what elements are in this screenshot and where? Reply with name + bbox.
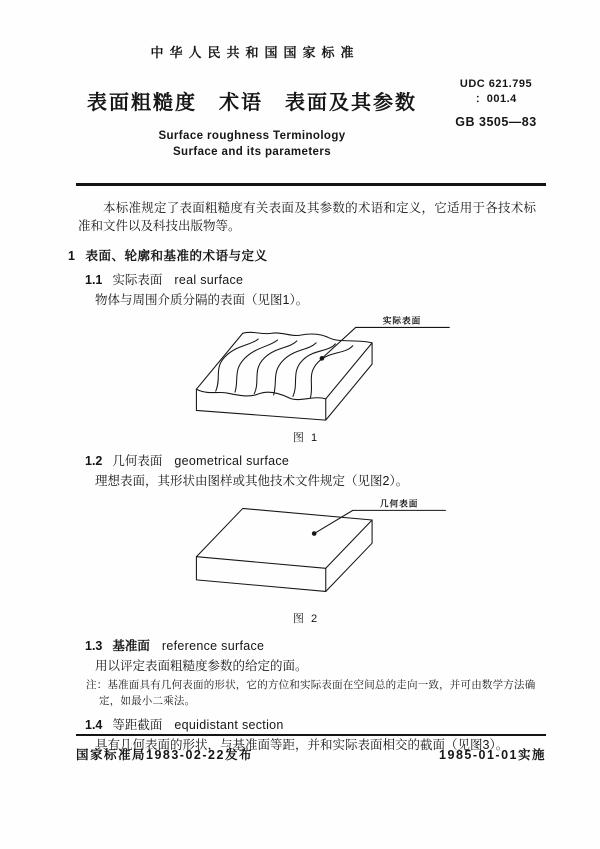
term-chinese: 几何表面 bbox=[112, 454, 163, 468]
term-1-1-heading bbox=[85, 270, 546, 288]
udc-standard-code-block bbox=[440, 78, 552, 129]
standard-code: GB 3505—83 bbox=[455, 115, 537, 129]
section-1-heading bbox=[68, 246, 546, 264]
figure-2-label: 几何表面 bbox=[379, 498, 419, 509]
term-1-2-heading bbox=[85, 451, 546, 469]
term-chinese: 基准面 bbox=[112, 639, 150, 653]
figure-1-drawing bbox=[179, 312, 459, 423]
block-top-face bbox=[196, 508, 372, 568]
figure-2-drawing bbox=[179, 493, 459, 604]
term-1-3-note: 注：基准面具有几何表面的形状，它的方位和实际表面在空间总的走向一致，并可由数学方法确定，如最小二乘法。 bbox=[86, 679, 536, 707]
block-back-wavy-edge bbox=[243, 332, 372, 343]
section-number: 1 bbox=[68, 249, 76, 263]
surface-ridge bbox=[310, 346, 352, 398]
footer-row bbox=[66, 745, 546, 763]
block-front-face bbox=[196, 389, 325, 420]
figure-1-label: 实际表面 bbox=[382, 315, 422, 326]
national-standard-kicker: 中华人民共和国国家标准 bbox=[150, 45, 360, 60]
block-right-face bbox=[326, 520, 372, 591]
block-front-face bbox=[196, 557, 325, 592]
callout-leader-line bbox=[322, 327, 356, 358]
udc-number-suffix: ：001.4 bbox=[475, 93, 517, 105]
section-title: 表面、轮廓和基准的术语与定义 bbox=[85, 249, 268, 263]
block-left-edge bbox=[196, 333, 242, 389]
term-number: 1.4 bbox=[85, 718, 103, 732]
term-number: 1.1 bbox=[85, 273, 103, 287]
term-number: 1.3 bbox=[85, 639, 103, 653]
page-title: 表面粗糙度 术语 表面及其参数 bbox=[87, 92, 417, 114]
term-english: geometrical surface bbox=[174, 454, 290, 468]
term-1-3-definition: 用以评定表面粗糙度参数的给定的面。 bbox=[95, 659, 308, 673]
callout-leader-line bbox=[314, 510, 353, 533]
term-number: 1.2 bbox=[85, 454, 103, 468]
footer-divider-rule bbox=[76, 734, 546, 736]
header-main bbox=[66, 42, 438, 160]
document-header bbox=[66, 42, 546, 160]
udc-number: UDC 621.795 bbox=[459, 78, 533, 90]
english-subtitle bbox=[66, 128, 438, 160]
english-subtitle-line2: Surface and its parameters bbox=[172, 146, 332, 158]
term-english: real surface bbox=[174, 273, 244, 287]
figure-2 bbox=[66, 493, 546, 626]
effective-date: 1985-01-01实施 bbox=[439, 748, 546, 762]
term-1-2-definition: 理想表面，其形状由图样或其他技术文件规定（见图2）。 bbox=[95, 474, 409, 488]
figure-1 bbox=[66, 312, 546, 445]
header-divider-rule bbox=[76, 183, 546, 186]
term-chinese: 实际表面 bbox=[112, 273, 163, 287]
document-footer bbox=[66, 734, 546, 763]
term-1-4-definition: 具有几何表面的形状，与基准面等距，并和实际表面相交的截面（见图3）。 bbox=[95, 738, 509, 752]
issued-date: 国家标准局1983-02-22发布 bbox=[76, 748, 253, 762]
term-chinese: 等距截面 bbox=[112, 718, 163, 732]
term-1-3-heading bbox=[85, 636, 546, 654]
english-subtitle-line1: Surface roughness Terminology bbox=[158, 130, 346, 142]
scope-paragraph: 本标准规定了表面粗糙度有关表面及其参数的术语和定义，它适用于各技术标准和文件以及科技出版物等。 bbox=[78, 201, 536, 233]
figure-1-caption: 图 1 bbox=[292, 432, 320, 444]
term-1-1-definition: 物体与周围介质分隔的表面（见图1）。 bbox=[95, 293, 309, 307]
term-english: reference surface bbox=[161, 639, 265, 653]
block-right-top-edge bbox=[326, 343, 372, 399]
figure-2-caption: 图 2 bbox=[292, 613, 320, 625]
term-1-4-heading bbox=[85, 715, 546, 733]
term-english: equidistant section bbox=[174, 718, 284, 732]
